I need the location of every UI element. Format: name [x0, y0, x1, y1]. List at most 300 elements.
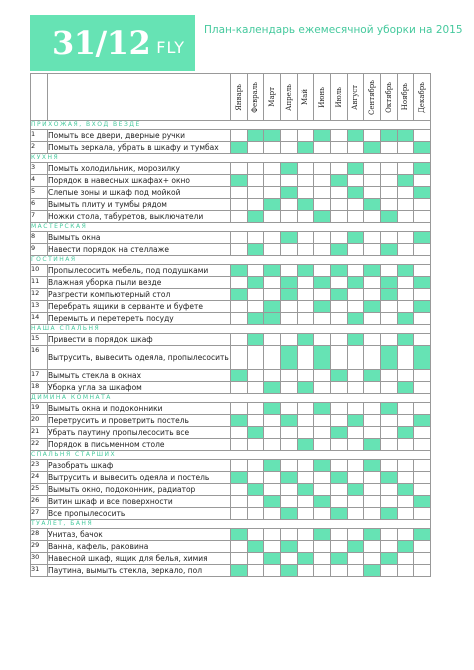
month-cell	[280, 130, 297, 142]
scheduled-month-cell	[330, 427, 347, 439]
month-cell	[264, 244, 281, 256]
month-cell	[347, 427, 364, 439]
month-cell	[380, 541, 397, 553]
month-cell	[330, 130, 347, 142]
task-number: 21	[31, 427, 48, 439]
month-cell	[330, 301, 347, 313]
scheduled-month-cell	[414, 496, 431, 508]
section-title: ГОСТИНАЯ	[31, 256, 431, 265]
task-text: Пропылесосить мебель, под подушками	[48, 265, 231, 277]
month-header	[414, 74, 431, 121]
month-cell	[330, 277, 347, 289]
month-cell	[347, 289, 364, 301]
month-cell	[247, 187, 264, 199]
scheduled-month-cell	[280, 289, 297, 301]
month-header	[247, 74, 264, 121]
month-cell	[414, 370, 431, 382]
month-cell	[330, 187, 347, 199]
month-cell	[231, 199, 248, 211]
month-cell	[314, 142, 331, 154]
scheduled-month-cell	[314, 529, 331, 541]
scheduled-month-cell	[231, 370, 248, 382]
month-cell	[330, 199, 347, 211]
scheduled-month-cell	[247, 244, 264, 256]
scheduled-month-cell	[380, 277, 397, 289]
task-number: 11	[31, 277, 48, 289]
scheduled-month-cell	[231, 265, 248, 277]
scheduled-month-cell	[330, 175, 347, 187]
scheduled-month-cell	[297, 439, 314, 451]
month-cell	[397, 439, 414, 451]
month-header	[330, 74, 347, 121]
scheduled-month-cell	[397, 130, 414, 142]
month-cell	[297, 277, 314, 289]
task-text: Влажная уборка пыли везде	[48, 277, 231, 289]
scheduled-month-cell	[264, 403, 281, 415]
month-cell	[414, 382, 431, 394]
month-cell	[231, 163, 248, 175]
scheduled-month-cell	[280, 346, 297, 370]
month-cell	[397, 415, 414, 427]
month-cell	[247, 403, 264, 415]
month-cell	[297, 211, 314, 223]
scheduled-month-cell	[330, 553, 347, 565]
month-cell	[414, 211, 431, 223]
task-number: 19	[31, 403, 48, 415]
task-number: 20	[31, 415, 48, 427]
month-cell	[380, 565, 397, 577]
task-text: Паутина, вымыть стекла, зеркало, пол	[48, 565, 231, 577]
month-cell	[414, 439, 431, 451]
task-number: 8	[31, 232, 48, 244]
scheduled-month-cell	[347, 187, 364, 199]
month-cell	[264, 415, 281, 427]
month-cell	[280, 175, 297, 187]
month-cell	[414, 460, 431, 472]
month-cell	[280, 484, 297, 496]
task-row	[31, 265, 431, 277]
month-cell	[247, 142, 264, 154]
month-cell	[297, 460, 314, 472]
month-label: Март	[268, 87, 277, 107]
task-row	[31, 484, 431, 496]
month-cell	[297, 244, 314, 256]
scheduled-month-cell	[330, 244, 347, 256]
month-cell	[280, 439, 297, 451]
scheduled-month-cell	[380, 211, 397, 223]
task-row	[31, 130, 431, 142]
task-row	[31, 541, 431, 553]
scheduled-month-cell	[330, 472, 347, 484]
task-text: Вытрусить, вывесить одеяла, пропылесосить	[48, 346, 231, 370]
scheduled-month-cell	[364, 199, 381, 211]
scheduled-month-cell	[314, 211, 331, 223]
task-row	[31, 382, 431, 394]
scheduled-month-cell	[264, 382, 281, 394]
month-label: Январь	[234, 83, 243, 111]
scheduled-month-cell	[364, 439, 381, 451]
scheduled-month-cell	[231, 142, 248, 154]
month-cell	[397, 142, 414, 154]
section-row	[31, 520, 431, 529]
task-row	[31, 163, 431, 175]
month-cell	[314, 187, 331, 199]
scheduled-month-cell	[414, 301, 431, 313]
month-cell	[380, 334, 397, 346]
scheduled-month-cell	[314, 277, 331, 289]
month-cell	[330, 232, 347, 244]
task-text: Убрать паутину пропылесосить все	[48, 427, 231, 439]
task-row	[31, 187, 431, 199]
scheduled-month-cell	[297, 265, 314, 277]
month-cell	[330, 460, 347, 472]
month-cell	[347, 346, 364, 370]
month-cell	[397, 199, 414, 211]
month-cell	[330, 346, 347, 370]
scheduled-month-cell	[414, 346, 431, 370]
scheduled-month-cell	[231, 415, 248, 427]
month-cell	[297, 427, 314, 439]
task-row	[31, 289, 431, 301]
scheduled-month-cell	[364, 460, 381, 472]
task-number: 25	[31, 484, 48, 496]
header-task-cell	[48, 74, 231, 121]
month-cell	[264, 175, 281, 187]
month-cell	[264, 211, 281, 223]
task-row	[31, 403, 431, 415]
month-cell	[347, 175, 364, 187]
logo-main-text: 31/12	[52, 24, 151, 62]
month-cell	[231, 439, 248, 451]
scheduled-month-cell	[314, 460, 331, 472]
scheduled-month-cell	[231, 289, 248, 301]
month-cell	[364, 553, 381, 565]
month-cell	[364, 289, 381, 301]
month-cell	[231, 232, 248, 244]
task-text: Витин шкаф и все поверхности	[48, 496, 231, 508]
month-cell	[364, 163, 381, 175]
month-cell	[414, 334, 431, 346]
month-cell	[264, 334, 281, 346]
month-cell	[397, 370, 414, 382]
month-cell	[231, 427, 248, 439]
scheduled-month-cell	[314, 496, 331, 508]
scheduled-month-cell	[364, 142, 381, 154]
month-cell	[280, 301, 297, 313]
scheduled-month-cell	[297, 553, 314, 565]
month-cell	[264, 439, 281, 451]
section-title: КУХНЯ	[31, 154, 431, 163]
scheduled-month-cell	[231, 472, 248, 484]
month-cell	[330, 313, 347, 325]
section-title: ТУАЛЕТ, БАНЯ	[31, 520, 431, 529]
task-text: Уборка угла за шкафом	[48, 382, 231, 394]
scheduled-month-cell	[347, 334, 364, 346]
section-row	[31, 325, 431, 334]
scheduled-month-cell	[247, 130, 264, 142]
month-cell	[364, 484, 381, 496]
section-title: ПРИХОЖАЯ, ВХОД ВЕЗДЕ	[31, 121, 431, 130]
month-cell	[231, 460, 248, 472]
scheduled-month-cell	[397, 484, 414, 496]
scheduled-month-cell	[380, 508, 397, 520]
month-cell	[297, 301, 314, 313]
task-number: 13	[31, 301, 48, 313]
task-text: Слепые зоны и шкаф под мойкой	[48, 187, 231, 199]
scheduled-month-cell	[347, 130, 364, 142]
scheduled-month-cell	[247, 334, 264, 346]
task-number: 15	[31, 334, 48, 346]
scheduled-month-cell	[347, 163, 364, 175]
task-number: 3	[31, 163, 48, 175]
task-row	[31, 211, 431, 223]
month-cell	[231, 244, 248, 256]
scheduled-month-cell	[314, 130, 331, 142]
scheduled-month-cell	[280, 472, 297, 484]
month-cell	[380, 199, 397, 211]
month-cell	[330, 334, 347, 346]
task-row	[31, 460, 431, 472]
section-row	[31, 451, 431, 460]
scheduled-month-cell	[314, 346, 331, 370]
month-cell	[380, 415, 397, 427]
month-cell	[247, 301, 264, 313]
month-cell	[231, 130, 248, 142]
month-cell	[280, 313, 297, 325]
task-row	[31, 508, 431, 520]
scheduled-month-cell	[330, 508, 347, 520]
month-cell	[330, 529, 347, 541]
scheduled-month-cell	[364, 301, 381, 313]
month-cell	[231, 346, 248, 370]
month-cell	[330, 439, 347, 451]
month-cell	[247, 439, 264, 451]
scheduled-month-cell	[414, 163, 431, 175]
month-cell	[314, 289, 331, 301]
month-header	[231, 74, 248, 121]
scheduled-month-cell	[397, 382, 414, 394]
scheduled-month-cell	[280, 565, 297, 577]
month-cell	[347, 382, 364, 394]
header-number-cell	[31, 74, 48, 121]
month-cell	[314, 175, 331, 187]
scheduled-month-cell	[297, 382, 314, 394]
scheduled-month-cell	[380, 289, 397, 301]
month-cell	[364, 346, 381, 370]
month-cell	[231, 301, 248, 313]
section-row	[31, 154, 431, 163]
month-cell	[280, 334, 297, 346]
scheduled-month-cell	[330, 370, 347, 382]
task-row	[31, 529, 431, 541]
month-cell	[347, 301, 364, 313]
month-cell	[347, 211, 364, 223]
task-row	[31, 277, 431, 289]
month-cell	[297, 529, 314, 541]
month-cell	[231, 382, 248, 394]
task-number: 4	[31, 175, 48, 187]
month-cell	[380, 313, 397, 325]
task-number: 14	[31, 313, 48, 325]
task-number: 1	[31, 130, 48, 142]
month-cell	[280, 460, 297, 472]
scheduled-month-cell	[347, 277, 364, 289]
section-row	[31, 121, 431, 130]
task-text: Помыть все двери, дверные ручки	[48, 130, 231, 142]
month-cell	[247, 565, 264, 577]
task-row	[31, 427, 431, 439]
task-text: Разгрести компьютерный стол	[48, 289, 231, 301]
month-cell	[314, 439, 331, 451]
month-cell	[231, 211, 248, 223]
page-title: План-календарь ежемесячной уборки на 2015	[204, 24, 463, 36]
month-cell	[380, 301, 397, 313]
month-cell	[330, 415, 347, 427]
month-cell	[414, 199, 431, 211]
month-cell	[364, 403, 381, 415]
scheduled-month-cell	[347, 313, 364, 325]
month-cell	[397, 187, 414, 199]
scheduled-month-cell	[397, 313, 414, 325]
task-number: 5	[31, 187, 48, 199]
month-cell	[380, 163, 397, 175]
month-cell	[364, 496, 381, 508]
month-cell	[297, 508, 314, 520]
month-cell	[314, 232, 331, 244]
month-cell	[347, 142, 364, 154]
month-cell	[297, 163, 314, 175]
month-cell	[247, 346, 264, 370]
month-cell	[380, 142, 397, 154]
month-cell	[347, 439, 364, 451]
month-cell	[397, 496, 414, 508]
month-cell	[347, 496, 364, 508]
month-cell	[297, 175, 314, 187]
month-label: Июль	[334, 86, 343, 108]
month-cell	[264, 142, 281, 154]
month-cell	[380, 439, 397, 451]
month-cell	[247, 175, 264, 187]
scheduled-month-cell	[231, 175, 248, 187]
task-row	[31, 199, 431, 211]
scheduled-month-cell	[264, 496, 281, 508]
month-cell	[314, 427, 331, 439]
scheduled-month-cell	[347, 541, 364, 553]
month-cell	[364, 415, 381, 427]
scheduled-month-cell	[280, 508, 297, 520]
task-text: Перемыть и перетереть посуду	[48, 313, 231, 325]
month-cell	[280, 553, 297, 565]
month-cell	[314, 313, 331, 325]
task-number: 29	[31, 541, 48, 553]
month-cell	[247, 415, 264, 427]
month-cell	[280, 370, 297, 382]
scheduled-month-cell	[414, 277, 431, 289]
task-text: Вымыть плиту и тумбы рядом	[48, 199, 231, 211]
task-number: 12	[31, 289, 48, 301]
month-cell	[364, 244, 381, 256]
scheduled-month-cell	[297, 334, 314, 346]
task-text: Ванна, кафель, раковина	[48, 541, 231, 553]
scheduled-month-cell	[280, 415, 297, 427]
task-text: Вымыть стекла в окнах	[48, 370, 231, 382]
task-number: 10	[31, 265, 48, 277]
scheduled-month-cell	[414, 232, 431, 244]
task-text: Вымыть окно, подоконник, радиатор	[48, 484, 231, 496]
month-cell	[247, 370, 264, 382]
task-row	[31, 370, 431, 382]
task-number: 9	[31, 244, 48, 256]
month-cell	[264, 187, 281, 199]
month-header	[314, 74, 331, 121]
month-cell	[380, 175, 397, 187]
task-number: 28	[31, 529, 48, 541]
month-cell	[264, 427, 281, 439]
month-cell	[347, 403, 364, 415]
scheduled-month-cell	[380, 346, 397, 370]
month-cell	[231, 313, 248, 325]
task-number: 16	[31, 346, 48, 370]
month-header	[380, 74, 397, 121]
month-cell	[397, 277, 414, 289]
month-cell	[330, 565, 347, 577]
month-cell	[264, 163, 281, 175]
month-cell	[231, 496, 248, 508]
month-cell	[280, 403, 297, 415]
scheduled-month-cell	[280, 232, 297, 244]
month-cell	[397, 529, 414, 541]
month-label: Июнь	[318, 86, 327, 108]
month-cell	[247, 163, 264, 175]
month-cell	[397, 163, 414, 175]
scheduled-month-cell	[347, 232, 364, 244]
task-row	[31, 232, 431, 244]
month-cell	[314, 508, 331, 520]
task-text: Помыть зеркала, убрать в шкафу и тумбах	[48, 142, 231, 154]
scheduled-month-cell	[380, 553, 397, 565]
task-row	[31, 142, 431, 154]
month-cell	[397, 565, 414, 577]
month-cell	[231, 277, 248, 289]
month-label: Август	[351, 84, 360, 110]
month-cell	[397, 553, 414, 565]
month-cell	[347, 199, 364, 211]
task-text: Перетрусить и проветрить постель	[48, 415, 231, 427]
month-cell	[264, 529, 281, 541]
scheduled-month-cell	[380, 472, 397, 484]
task-text: Порядок в навесных шкафах+ окно	[48, 175, 231, 187]
month-cell	[364, 232, 381, 244]
task-row	[31, 565, 431, 577]
month-cell	[314, 382, 331, 394]
month-cell	[414, 130, 431, 142]
month-header	[397, 74, 414, 121]
section-title: СПАЛЬНЯ СТАРШИХ	[31, 451, 431, 460]
month-cell	[414, 265, 431, 277]
month-cell	[330, 403, 347, 415]
task-number: 27	[31, 508, 48, 520]
month-cell	[364, 313, 381, 325]
month-cell	[330, 163, 347, 175]
section-row	[31, 223, 431, 232]
scheduled-month-cell	[280, 541, 297, 553]
scheduled-month-cell	[397, 334, 414, 346]
month-cell	[397, 508, 414, 520]
scheduled-month-cell	[414, 415, 431, 427]
month-cell	[347, 244, 364, 256]
scheduled-month-cell	[330, 289, 347, 301]
month-cell	[330, 142, 347, 154]
